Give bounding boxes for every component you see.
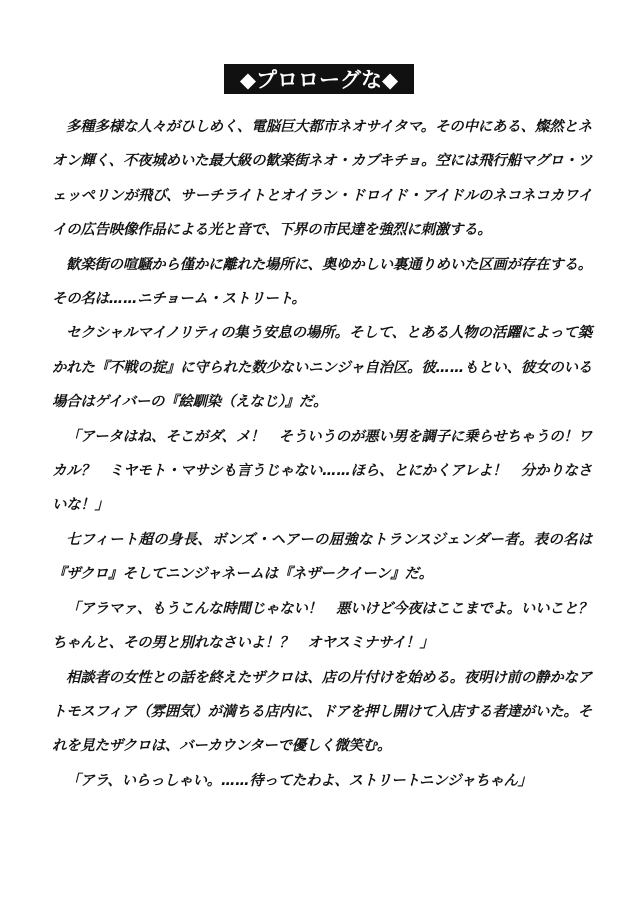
dialogue-closing-time: 「アラマァ、もうこんな時間じゃない！ 悪いけど今夜はここまでよ。いいこと？ちゃんと、その男と別れなさいよ！？ オヤスミナサイ！」	[52, 600, 592, 652]
body-text	[52, 110, 592, 798]
chapter-title: ◆プロローグな◆	[224, 64, 414, 94]
paragraph-intro-city: 多種多様な人々がひしめく、電脳巨大都市ネオサイタマ。その中にある、燦然とネオン輝く、不夜城めいた最大級の歓楽街ネオ・カブキチョ。空には飛行船マグロ・ツェッペリンが飛び、サーチライトとオイラン・ドロイド・アイドルのネコネコカワイイの広告映像作品による光と音で、下界の市民達を強烈に刺激する。	[52, 119, 592, 239]
paragraph-nichome-street: 歓楽街の喧騒から僅かに離れた場所に、奥ゆかしい裏通りめいた区画が存在する。その名は……ニチョーム・ストリート。	[52, 256, 592, 308]
paragraph-sanctuary: セクシャルマイノリティの集う安息の場所。そして、とある人物の活躍によって築かれた『不戦の掟』に守られた数少ないニンジャ自治区。彼……もとい、彼女のいる場合はゲイバーの『絵馴染（えなじ）』だ。	[52, 325, 592, 411]
paragraph-store-closing: 相談者の女性との話を終えたザクロは、店の片付けを始める。夜明け前の静かなアトモスフィア（雰囲気）が満ちる店内に、ドアを押し開けて入店する者達がいた。それを見たザクロは、バーカウンターで優しく微笑む。	[52, 669, 592, 755]
paragraph-zakuro-description: 七フィート超の身長、ボンズ・ヘアーの屈強なトランスジェンダー者。表の名は『ザクロ』そしてニンジャネームは『ネザークイーン』だ。	[52, 531, 592, 583]
dialogue-advice: 「アータはね、そこがダ、メ！ そういうのが悪い男を調子に乗らせちゃうの！ワカル？ ミヤモト・マサシも言うじゃない……ほら、とにかくアレよ！ 分かりなさいな！」	[52, 428, 592, 514]
dialogue-welcome: 「アラ、いらっしゃい。……待ってたわよ、ストリートニンジャちゃん」	[66, 772, 532, 789]
